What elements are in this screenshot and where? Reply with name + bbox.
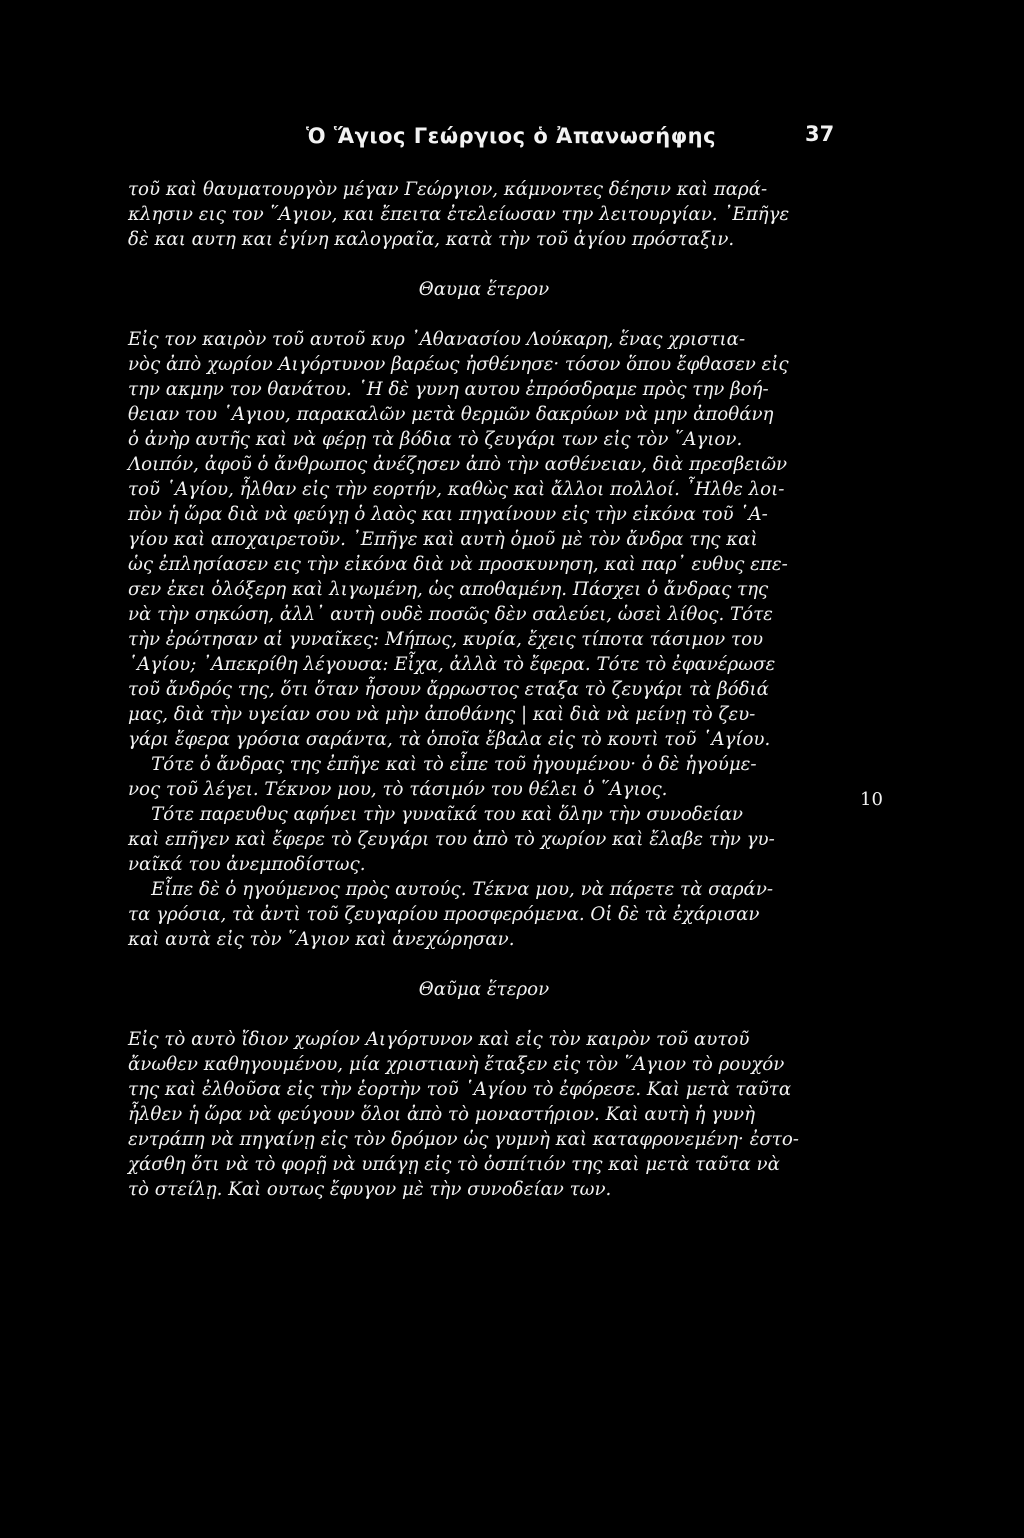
text-line: τὴν ἐρώτησαν αἱ γυναῖκες: Μήπως, κυρία, ἔχεις τίποτα τάσιμον του (128, 629, 764, 650)
text-line: ναῖκά του ἀνεμποδίστως. (128, 854, 366, 875)
section-heading: Θαῦμα ἕτερον (418, 979, 550, 1000)
text-line: νος τοῦ λέγει. Τέκνον μου, τὸ τάσιμόν του θέλει ὁ ῞Αγιος. (128, 779, 668, 800)
text-line: ἄνωθεν καθηγουμένου, μία χριστιανὴ ἔταξεν εἰς τὸν ῞Αγιον τὸ ρουχόν (128, 1054, 785, 1075)
text-line: χάσθη ὅτι νὰ τὸ φορῇ νὰ υπάγῃ εἰς τὸ ὁσπίτιόν της καὶ μετὰ ταῦτα νὰ (128, 1154, 780, 1175)
blank-line (128, 1002, 840, 1027)
text-line: ὡς ἐπλησίασεν εις τὴν εἰκόνα διὰ νὰ προσκυνηση, καὶ παρ᾿ ευθυς επε- (128, 554, 788, 575)
text-line: γίου καὶ αποχαιρετοῦν. ᾿Επῆγε καὶ αυτὴ ὁμοῦ μὲ τὸν ἄνδρα της καὶ (128, 529, 758, 550)
margin-line-number: 10 (860, 789, 883, 810)
text-line: ῾Αγίου; ᾿Απεκρίθη λέγουσα: Εἶχα, ἀλλὰ τὸ ἔφερα. Τότε τὸ ἐφανέρωσε (128, 654, 776, 675)
text-line: Εἰς τον καιρὸν τοῦ αυτοῦ κυρ ᾿Αθανασίου Λούκαρη, ἕνας χριστια- (128, 329, 746, 350)
text-line: νὰ τὴν σηκώση, ἀλλ᾿ αυτὴ ουδὲ ποσῶς δὲν σαλεύει, ὡσεὶ λίθος. Τότε (128, 604, 773, 625)
text-line: της καὶ ἐλθοῦσα εἰς τὴν ἑορτὴν τοῦ ῾Αγίου τὸ ἐφόρεσε. Καὶ μετὰ ταῦτα (128, 1079, 792, 1100)
text-line: κλησιν εις τον ῞Αγιον, και ἔπειτα ἐτελείωσαν την λειτουργίαν. ᾿Επῆγε (128, 204, 790, 225)
text-line: μας, διὰ τὴν υγείαν σου νὰ μὴν ἀποθάνης | καὶ διὰ νὰ μείνῃ τὸ ζευ- (128, 704, 756, 725)
text-line: ὁ ἀνὴρ αυτῆς καὶ νὰ φέρῃ τὰ βόδια τὸ ζευγάρι των εἰς τὸν ῞Αγιον. (128, 429, 743, 450)
running-head: Ὁ Ἅγιος Γεώργιος ὁ Ἀπανωσήφης (306, 124, 717, 148)
body-text (128, 177, 840, 1202)
section-heading: Θαυμα ἕτερον (418, 279, 550, 300)
text-line: θειαν του ῾Αγιου, παρακαλῶν μετὰ θερμῶν δακρύων νὰ μην ἀποθάνη (128, 404, 774, 425)
blank-line (128, 302, 840, 327)
text-line: τοῦ ἄνδρός της, ὅτι ὅταν ἦσουν ἄρρωστος εταξα τὸ ζευγάρι τὰ βόδιά (128, 679, 769, 700)
text-line: τὸ στείλῃ. Καὶ ουτως ἔφυγον μὲ τὴν συνοδείαν των. (128, 1179, 612, 1200)
text-line: τα γρόσια, τὰ ἀντὶ τοῦ ζευγαρίου προσφερόμενα. Οἱ δὲ τὰ ἐχάρισαν (128, 904, 760, 925)
text-line: δὲ και αυτη και ἐγίνη καλογραῖα, κατὰ τὴν τοῦ ἁγίου πρόσταξιν. (128, 229, 735, 250)
page-number: 37 (805, 122, 835, 146)
text-line: τοῦ καὶ θαυματουργὸν μέγαν Γεώργιον, κάμνοντες δέησιν καὶ παρά- (128, 179, 768, 200)
text-line: Εἶπε δὲ ὁ ηγούμενος πρὸς αυτούς. Τέκνα μου, νὰ πάρετε τὰ σαράν- (128, 879, 774, 900)
blank-line (128, 252, 840, 277)
text-line: Λοιπόν, ἀφοῦ ὁ ἄνθρωπος ἀνέζησεν ἀπὸ τὴν ασθένειαν, διὰ πρεσβειῶν (128, 454, 788, 475)
text-line: καὶ επῆγεν καὶ ἔφερε τὸ ζευγάρι του ἀπὸ τὸ χωρίον καὶ ἔλαβε τὴν γυ- (128, 829, 775, 850)
text-line: πὸν ἡ ὥρα διὰ νὰ φεύγῃ ὁ λαὸς και πηγαίνουν εἰς τὴν εἰκόνα τοῦ ῾Α- (128, 504, 768, 525)
text-line: εντράπη νὰ πηγαίνῃ εἰς τὸν δρόμον ὡς γυμνὴ καὶ καταφρονεμένη· ἐστο- (128, 1129, 799, 1150)
text-line: Τότε παρευθυς αφήνει τὴν γυναῖκά του καὶ ὅλην τὴν συνοδείαν (128, 804, 743, 825)
text-line: Τότε ὁ ἄνδρας της ἐπῆγε καὶ τὸ εἶπε τοῦ ἡγουμένου· ὁ δὲ ἡγούμε- (128, 754, 757, 775)
text-line: ἦλθεν ἡ ὥρα νὰ φεύγουν ὅλοι ἀπὸ τὸ μοναστήριον. Καὶ αυτὴ ἡ γυνὴ (128, 1104, 756, 1125)
blank-line (128, 952, 840, 977)
text-line: τοῦ ῾Αγίου, ἦλθαν εἰς τὴν εορτήν, καθὼς καὶ ἄλλοι πολλοί. ῏Ηλθε λοι- (128, 479, 785, 500)
page-header (0, 118, 1024, 158)
text-line: νὸς ἀπὸ χωρίον Αιγόρτυνον βαρέως ἠσθένησε· τόσον ὅπου ἔφθασεν εἰς (128, 354, 789, 375)
text-line: γάρι ἔφερα γρόσια σαράντα, τὰ ὁποῖα ἔβαλα εἰς τὸ κουτὶ τοῦ ῾Αγίου. (128, 729, 771, 750)
text-line: καὶ αυτὰ εἰς τὸν ῞Αγιον καὶ ἀνεχώρησαν. (128, 929, 515, 950)
text-line: σεν ἐκει ὁλόξερη καὶ λιγωμένη, ὡς αποθαμένη. Πάσχει ὁ ἄνδρας της (128, 579, 769, 600)
text-line: Εἰς τὸ αυτὸ ἴδιον χωρίον Αιγόρτυνον καὶ εἰς τὸν καιρὸν τοῦ αυτοῦ (128, 1029, 750, 1050)
text-line: την ακμην τον θανάτου. ῾Η δὲ γυνη αυτου ἐπρόσδραμε πρὸς την βοή- (128, 379, 769, 400)
